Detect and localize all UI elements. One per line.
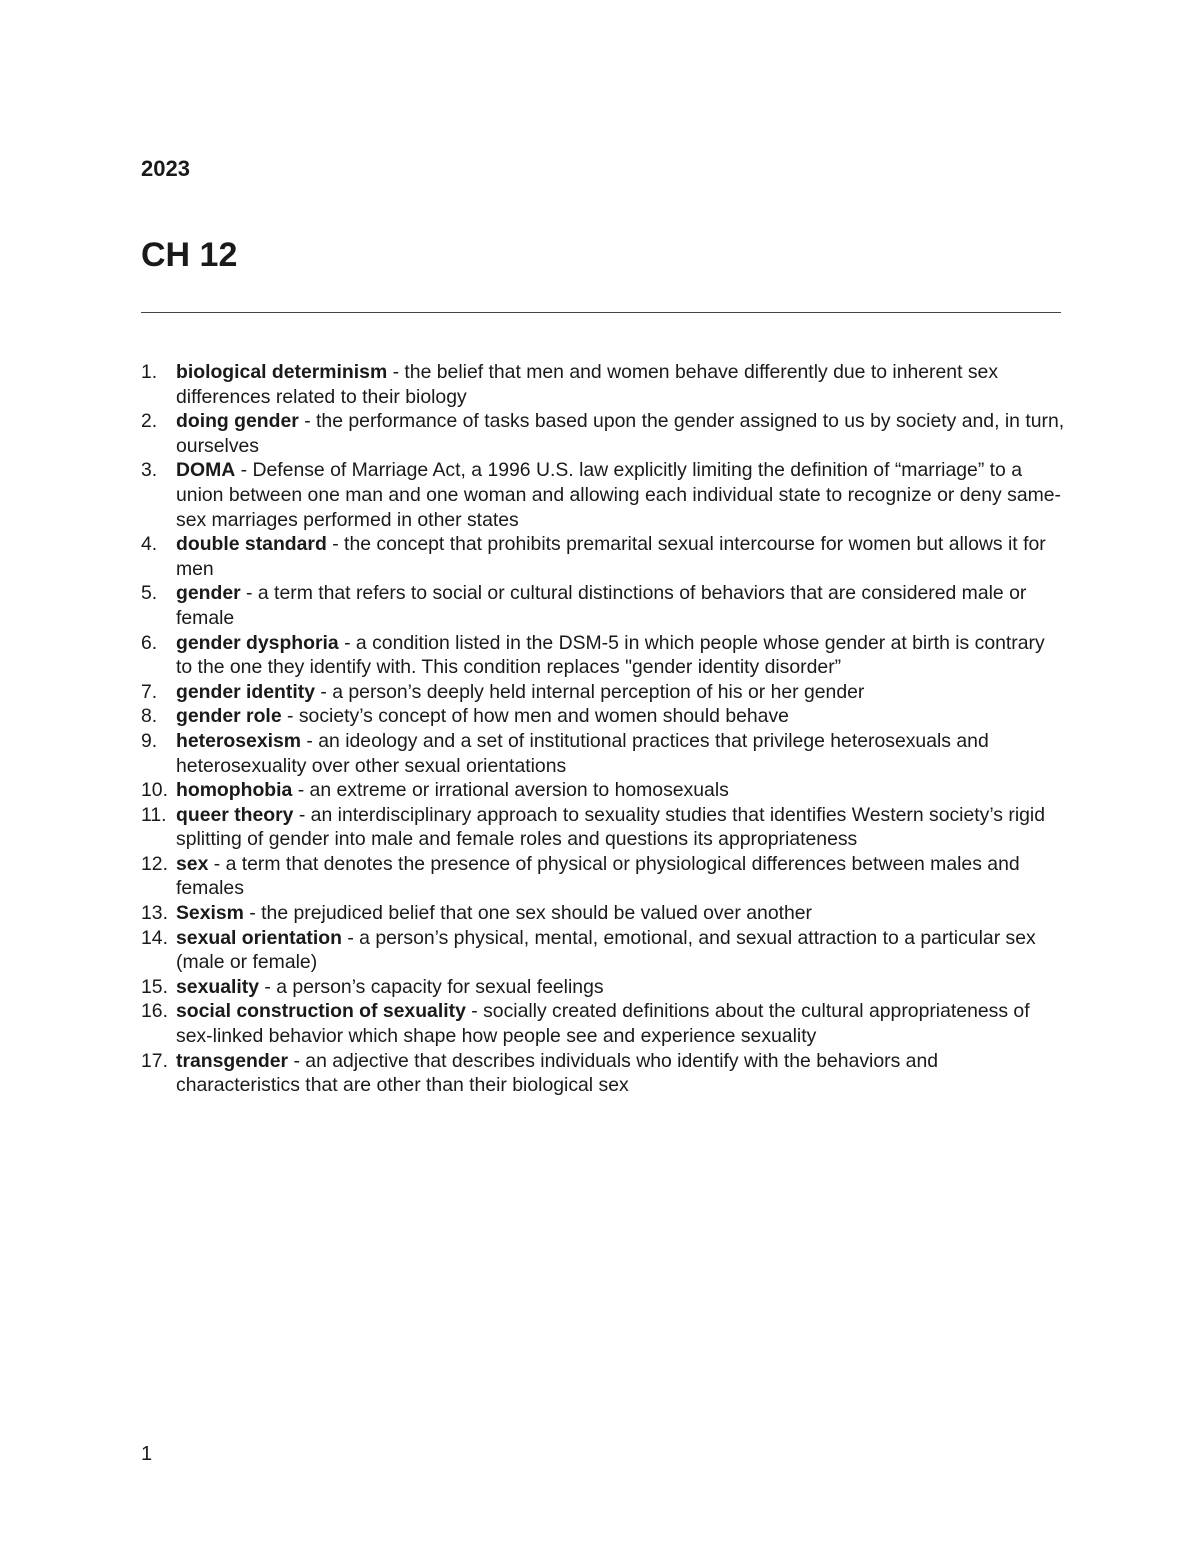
glossary-term: social construction of sexuality	[176, 1000, 466, 1023]
glossary-definition: - an interdisciplinary approach to sexuality studies that identifies Western society’s rigid splitting of gender into male and female roles and questions its appropriateness	[176, 803, 1046, 851]
page-number: 1	[141, 1443, 153, 1465]
glossary-item-number: 11.	[141, 803, 167, 826]
glossary-item	[141, 532, 1066, 581]
glossary-term: gender role	[176, 705, 282, 728]
glossary-item-number: 9.	[141, 729, 158, 752]
glossary-item-number: 14.	[141, 926, 168, 949]
glossary-term: sexuality	[176, 975, 259, 998]
glossary-term: DOMA	[176, 459, 236, 482]
glossary-item	[141, 458, 1066, 532]
glossary-item	[141, 631, 1066, 680]
glossary-definition: - a term that denotes the presence of physical or physiological differences between males and females	[176, 852, 1020, 900]
glossary-item-number: 3.	[141, 459, 158, 482]
glossary-term: queer theory	[176, 803, 294, 826]
glossary-definition: - an adjective that describes individuals who identify with the behaviors and characteristics that are other than their biological sex	[176, 1049, 939, 1097]
glossary-item	[141, 729, 1066, 778]
glossary-definition: - an extreme or irrational aversion to homosexuals	[292, 779, 729, 802]
glossary-item-number: 2.	[141, 410, 158, 433]
glossary-item	[141, 409, 1066, 458]
glossary-definition: - socially created definitions about the cultural appropriateness of sex-linked behavior which shape how people see and experience sexuality	[176, 1000, 1030, 1048]
glossary-item	[141, 975, 1066, 1000]
glossary-definition: - a condition listed in the DSM-5 in which people whose gender at birth is contrary to the one they identify with. This condition replaces "gender identity disorder”	[176, 631, 1045, 679]
glossary-item	[141, 778, 1066, 803]
glossary-term: transgender	[176, 1049, 289, 1072]
glossary-item-number: 7.	[141, 680, 158, 703]
glossary-definition: - a person’s physical, mental, emotional, and sexual attraction to a particular sex (male or female)	[176, 926, 1036, 974]
glossary-term: heterosexism	[176, 729, 302, 752]
glossary-term: gender dysphoria	[176, 631, 339, 654]
glossary-item	[141, 803, 1066, 852]
glossary-definition: - a person’s capacity for sexual feelings	[259, 975, 604, 998]
glossary-term: biological determinism	[176, 361, 388, 383]
glossary-term: Sexism	[176, 902, 244, 925]
glossary-term: homophobia	[176, 779, 293, 802]
glossary-definition: - a person’s deeply held internal perception of his or her gender	[314, 680, 865, 703]
glossary-definition: - a term that refers to social or cultural distinctions of behaviors that are considered male or female	[176, 582, 1027, 629]
glossary-item-number: 17.	[141, 1049, 168, 1072]
glossary-term: double standard	[176, 533, 327, 556]
chapter-heading: CH 12	[141, 236, 238, 274]
horizontal-divider	[141, 312, 1061, 313]
glossary-item-number: 4.	[141, 533, 158, 556]
glossary-item-number: 12.	[141, 852, 168, 875]
glossary-item	[141, 704, 1066, 729]
glossary-item	[141, 680, 1066, 705]
document-year: 2023	[141, 156, 190, 181]
glossary-item-number: 10.	[141, 779, 168, 802]
glossary-item-number: 13.	[141, 902, 168, 925]
glossary-item	[141, 901, 1066, 926]
glossary-item-number: 8.	[141, 705, 158, 728]
glossary-term: sexual orientation	[176, 926, 342, 949]
glossary-definition: - the performance of tasks based upon the gender assigned to us by society and, in turn, ourselves	[176, 410, 1065, 457]
glossary-list	[141, 360, 1066, 1098]
glossary-term: gender identity	[176, 680, 315, 703]
glossary-definition: - the belief that men and women behave differently due to inherent sex differences related to their biology	[176, 361, 999, 408]
glossary-definition: - the concept that prohibits premarital sexual intercourse for women but allows it for men	[176, 533, 1046, 580]
glossary-term: doing gender	[176, 410, 299, 433]
glossary-term: sex	[176, 852, 209, 875]
glossary-item-number: 5.	[141, 582, 158, 605]
glossary-item	[141, 1049, 1066, 1098]
glossary-item-number: 1.	[141, 361, 158, 383]
glossary-item	[141, 852, 1066, 901]
glossary-item	[141, 360, 1066, 409]
glossary-term: gender	[176, 582, 241, 605]
glossary-item-number: 15.	[141, 975, 168, 998]
glossary-definition: - the prejudiced belief that one sex should be valued over another	[243, 902, 813, 925]
glossary-item	[141, 999, 1066, 1048]
glossary-definition: - Defense of Marriage Act, a 1996 U.S. law explicitly limiting the definition of “marriage” to a union between one man and one woman and allowing each individual state to recognize or deny same-sex marriages performed in other states	[176, 459, 1062, 531]
glossary-item	[141, 926, 1066, 975]
glossary-definition: - society’s concept of how men and women should behave	[281, 705, 789, 728]
glossary-item	[141, 581, 1066, 630]
glossary-item-number: 16.	[141, 1000, 168, 1023]
glossary-item-number: 6.	[141, 631, 158, 654]
glossary-definition: - an ideology and a set of institutional practices that privilege heterosexuals and heterosexuality over other sexual orientations	[176, 729, 989, 777]
